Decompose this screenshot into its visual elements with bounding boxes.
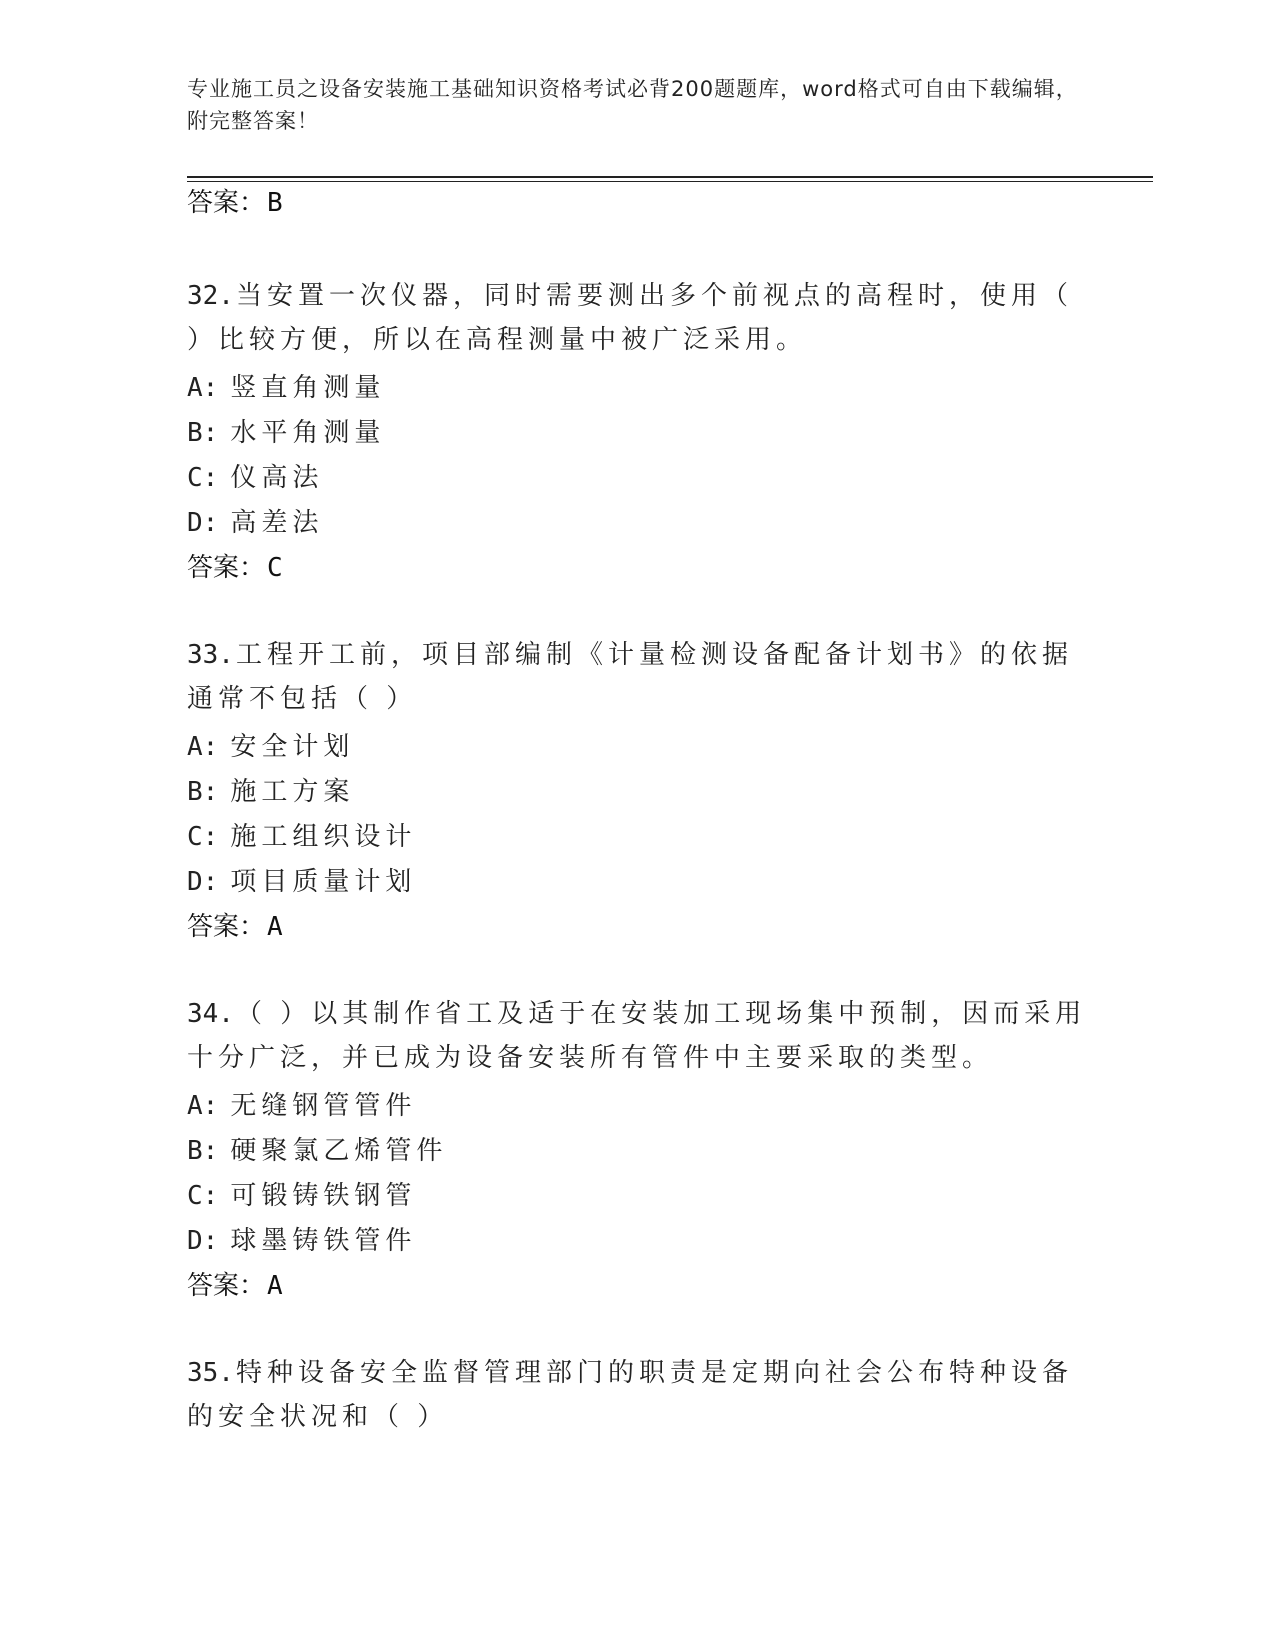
option-text: 可锻铸铁钢管 bbox=[230, 1181, 417, 1211]
answer-line bbox=[187, 1269, 283, 1303]
option-text: 施工方案 bbox=[230, 777, 355, 807]
option-key: A: bbox=[187, 732, 219, 762]
option-key: B: bbox=[187, 418, 219, 448]
option-text: 高差法 bbox=[230, 508, 324, 538]
question-34 bbox=[187, 992, 1087, 1080]
option-key: A: bbox=[187, 373, 219, 403]
option-b bbox=[187, 416, 385, 450]
option-key: D: bbox=[187, 1226, 219, 1256]
option-text: 仪高法 bbox=[230, 463, 324, 493]
option-d bbox=[187, 506, 323, 540]
option-key: C: bbox=[187, 463, 219, 493]
option-text: 硬聚氯乙烯管件 bbox=[230, 1136, 448, 1166]
option-key: D: bbox=[187, 508, 219, 538]
option-d bbox=[187, 865, 416, 899]
question-number: 35. bbox=[187, 1358, 234, 1388]
option-text: 水平角测量 bbox=[230, 418, 386, 448]
header-rule-thin bbox=[187, 181, 1153, 182]
option-key: D: bbox=[187, 867, 219, 897]
answer-line bbox=[187, 551, 283, 585]
option-text: 施工组织设计 bbox=[230, 822, 417, 852]
option-c bbox=[187, 461, 323, 495]
question-text: （ ）以其制作省工及适于在安装加工现场集中预制，因而采用十分广泛，并已成为设备安装所有管件中主要采取的类型。 bbox=[187, 999, 1087, 1073]
document-header: 专业施工员之设备安装施工基础知识资格考试必背200题题库，word格式可自由下载编辑，附完整答案！ bbox=[187, 77, 1078, 133]
option-key: B: bbox=[187, 777, 219, 807]
option-d bbox=[187, 1224, 416, 1258]
question-33 bbox=[187, 633, 1087, 721]
answer-label: 答案： bbox=[187, 1271, 266, 1301]
option-a bbox=[187, 730, 354, 764]
answer-label: 答案： bbox=[187, 553, 266, 583]
option-a bbox=[187, 371, 385, 405]
answer-label: 答案： bbox=[187, 912, 266, 942]
option-text: 安全计划 bbox=[230, 732, 355, 762]
question-text: 特种设备安全监督管理部门的职责是定期向社会公布特种设备的安全状况和（ ） bbox=[187, 1358, 1073, 1432]
question-text: 当安置一次仪器，同时需要测出多个前视点的高程时，使用（ ）比较方便，所以在高程测量中被广泛采用。 bbox=[187, 281, 1073, 355]
option-key: C: bbox=[187, 1181, 219, 1211]
option-text: 无缝钢管管件 bbox=[230, 1091, 417, 1121]
answer-value: A bbox=[267, 912, 283, 942]
answer-value: A bbox=[267, 1271, 283, 1301]
answer-label: 答案： bbox=[187, 188, 266, 218]
answer-line bbox=[187, 186, 283, 220]
option-c bbox=[187, 1179, 416, 1213]
header-rule-thick bbox=[187, 176, 1153, 178]
question-number: 32. bbox=[187, 281, 234, 311]
question-35 bbox=[187, 1351, 1087, 1439]
answer-value: C bbox=[267, 553, 283, 583]
question-text: 工程开工前，项目部编制《计量检测设备配备计划书》的依据通常不包括（ ） bbox=[187, 640, 1073, 714]
question-number: 34. bbox=[187, 999, 234, 1029]
answer-line bbox=[187, 910, 283, 944]
answer-value: B bbox=[267, 188, 283, 218]
option-text: 球墨铸铁管件 bbox=[230, 1226, 417, 1256]
option-b bbox=[187, 1134, 447, 1168]
option-text: 竖直角测量 bbox=[230, 373, 386, 403]
question-number: 33. bbox=[187, 640, 234, 670]
option-key: B: bbox=[187, 1136, 219, 1166]
question-32 bbox=[187, 274, 1087, 362]
option-key: C: bbox=[187, 822, 219, 852]
option-c bbox=[187, 820, 416, 854]
option-a bbox=[187, 1089, 416, 1123]
option-text: 项目质量计划 bbox=[230, 867, 417, 897]
option-b bbox=[187, 775, 354, 809]
option-key: A: bbox=[187, 1091, 219, 1121]
